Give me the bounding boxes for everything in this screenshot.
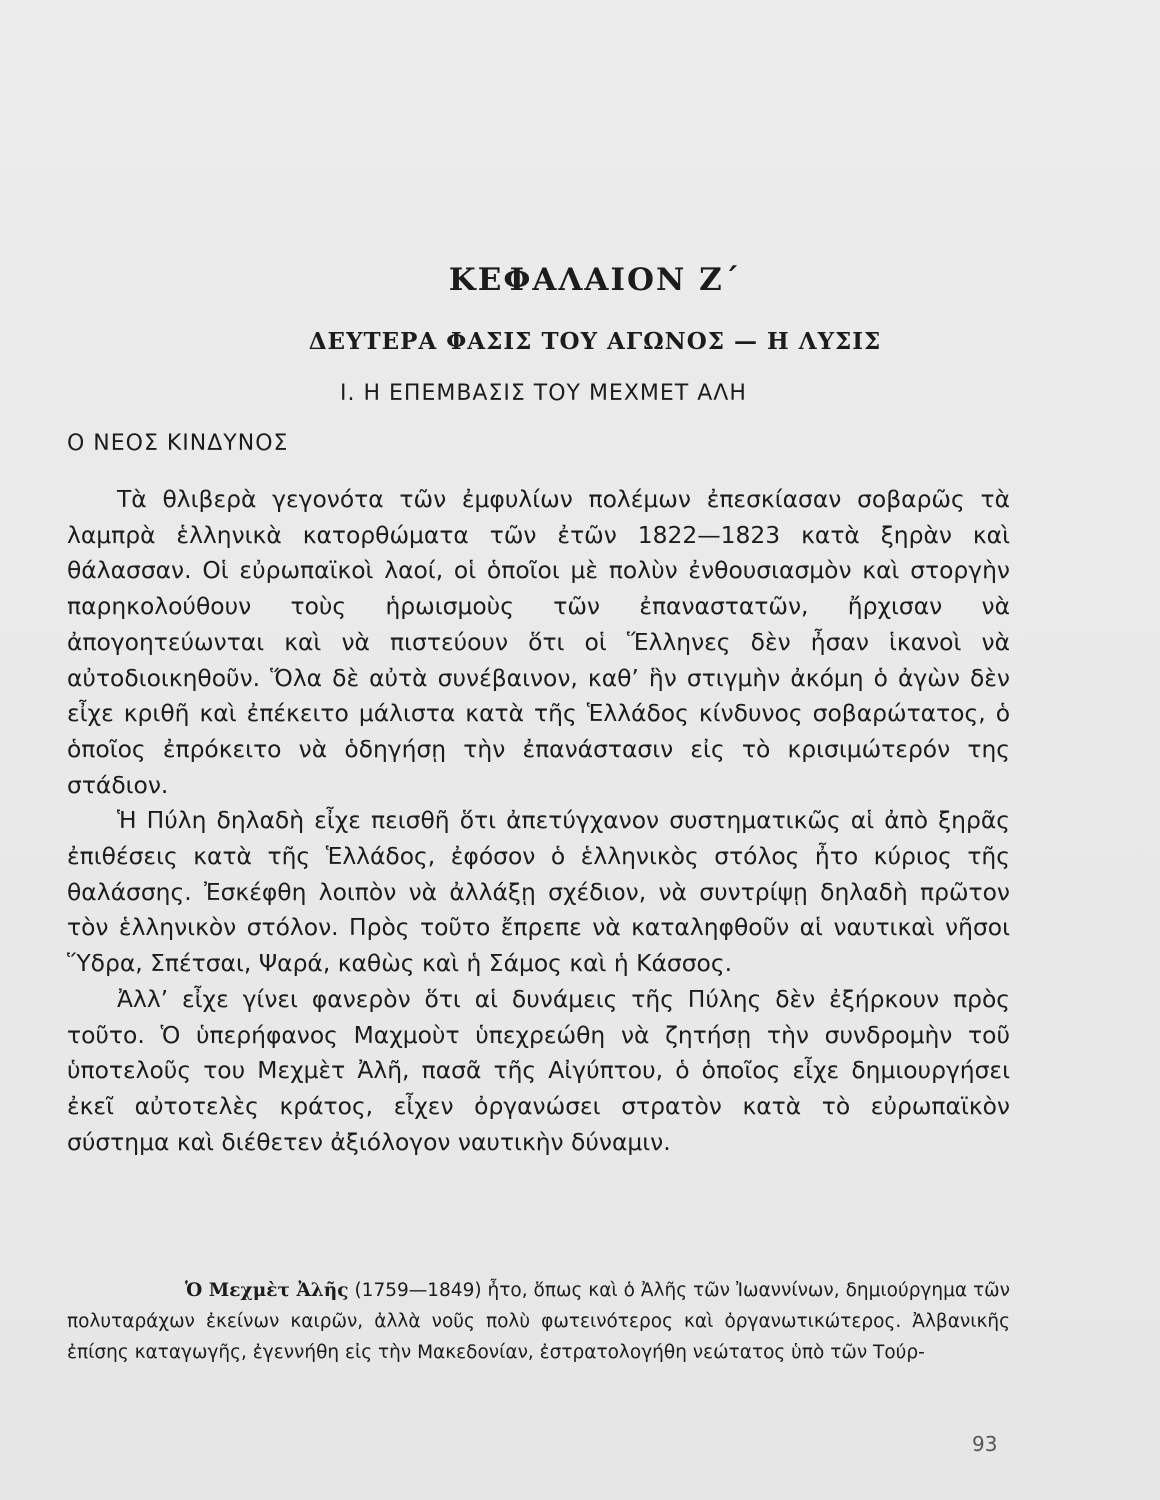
body-text — [67, 482, 1010, 1160]
subsection-title: Ι. Η ΕΠΕΜΒΑΣΙΣ ΤΟΥ ΜΕΧΜΕΤ ΑΛΗ — [340, 381, 747, 406]
footnote — [67, 1275, 1010, 1368]
footnote-name: Ὁ Μεχμὲτ Ἀλῆς — [185, 1280, 349, 1301]
paragraph: Ἀλλ’ εἶχε γίνει φανερὸν ὅτι αἱ δυνάμεις τῆς Πύλης δὲν ἐξήρκουν πρὸς τοῦτο. Ὁ ὑπερήφανος Μαχμοὺτ ὑπεχρεώθη νὰ ζητήσῃ τὴν συνδρομὴν τοῦ ὑποτελοῦς του Μεχμὲτ Ἀλῆ, πασᾶ τῆς Αἰγύπτου, ὁ ὁποῖος εἶχε δημιουργήσει ἐκεῖ αὐτοτελὲς κράτος, εἶχεν ὀργανώσει στρατὸν κατὰ τὸ εὐρωπαϊκὸν σύστημα καὶ διέθετεν ἀξιόλογον ναυτικὴν δύναμιν. — [67, 984, 1010, 1156]
footnote-text: (1759—1849) ἦτο, ὅπως καὶ ὁ Ἀλῆς τῶν Ἰωαννίνων, δημιούργημα τῶν πολυταράχων ἐκείνων καιρῶν, ἀλλὰ νοῦς πολὺ φωτεινότερος καὶ ὀργανωτικώτερος. Ἀλβανικῆς ἐπίσης καταγωγῆς, ἐγεννήθη εἰς τὴν Μακεδονίαν, ἐστρατολογήθη νεώτατος ὑπὸ τῶν Τούρ- — [67, 1280, 1010, 1363]
paragraph: Ἡ Πύλη δηλαδὴ εἶχε πεισθῆ ὅτι ἀπετύγχανον συστηματικῶς αἱ ἀπὸ ξηρᾶς ἐπιθέσεις κατὰ τῆς Ἑλλάδος, ἐφόσον ὁ ἑλληνικὸς στόλος ἦτο κύριος τῆς θαλάσσης. Ἐσκέφθη λοιπὸν νὰ ἀλλάξῃ σχέδιον, νὰ συντρίψῃ δηλαδὴ πρῶτον τὸν ἑλληνικὸν στόλον. Πρὸς τοῦτο ἔπρεπε νὰ καταληφθοῦν αἱ ναυτικαὶ νῆσοι Ὕδρα, Σπέτσαι, Ψαρά, καθὼς καὶ ἡ Σάμος καὶ ἡ Κάσσος. — [67, 806, 1010, 978]
paragraph: Τὰ θλιβερὰ γεγονότα τῶν ἐμφυλίων πολέμων ἐπεσκίασαν σοβαρῶς τὰ λαμπρὰ ἑλληνικὰ κατορθώματα τῶν ἐτῶν 1822—1823 κατὰ ξηρὰν καὶ θάλασσαν. Οἱ εὐρωπαϊκοὶ λαοί, οἱ ὁποῖοι μὲ πολὺν ἐνθουσιασμὸν καὶ στοργὴν παρηκολούθουν τοὺς ἡρωισμοὺς τῶν ἐπαναστατῶν, ἤρχισαν νὰ ἀπογοητεύωνται καὶ νὰ πιστεύουν ὅτι οἱ Ἕλληνες δὲν ἦσαν ἱκανοὶ νὰ αὐτοδιοικηθοῦν. Ὅλα δὲ αὐτὰ συνέβαινον, καθ’ ἣν στιγμὴν ἀκόμη ὁ ἀγὼν δὲν εἶχε κριθῆ καὶ ἐπέκειτο μάλιστα κατὰ τῆς Ἑλλάδος κίνδυνος σοβαρώτατος, ὁ ὁποῖος ἐπρόκειτο νὰ ὁδηγήσῃ τὴν ἐπανάστασιν εἰς τὸ κρισιμώτερόν της στάδιον. — [67, 485, 1010, 799]
footnote-paragraph — [67, 1275, 1010, 1368]
chapter-title: ΚΕΦΑΛΑΙΟΝ Ζ΄ — [448, 262, 742, 298]
page-number: 93 — [972, 1432, 998, 1456]
section-title: ΔΕΥΤΕΡΑ ΦΑΣΙΣ ΤΟΥ ΑΓΩΝΟΣ — Η ΛΥΣΙΣ — [308, 328, 882, 355]
side-heading: Ο ΝΕΟΣ ΚΙΝΔΥΝΟΣ — [67, 431, 289, 456]
